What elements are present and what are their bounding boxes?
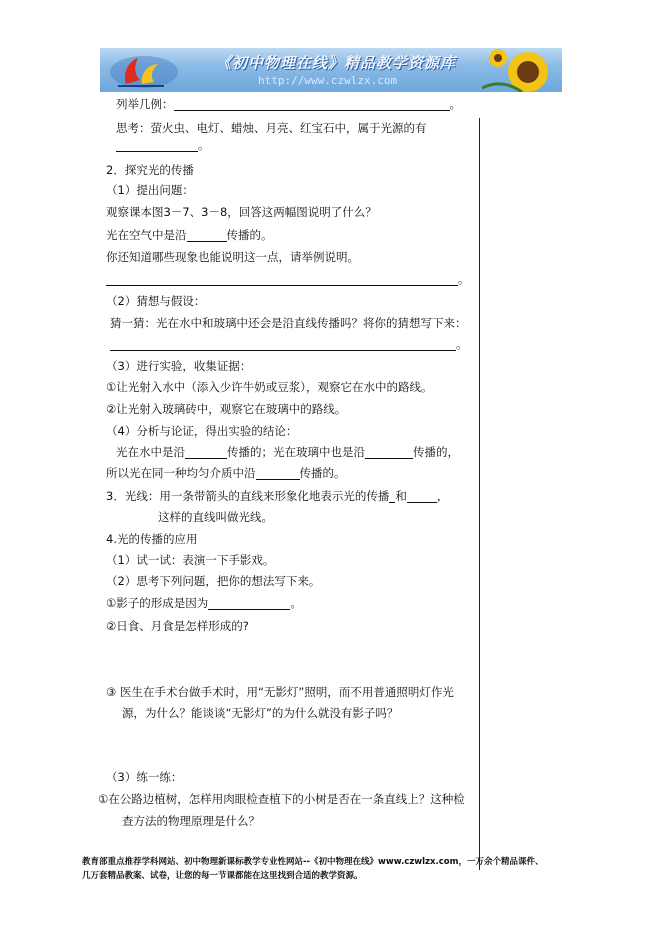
header-banner <box>100 48 562 92</box>
answer-blank[interactable] <box>208 597 290 610</box>
text-line: 思考：萤火虫、电灯、蜡烛、月亮、红宝石中，属于光源的有 <box>116 121 427 135</box>
text-line: 查方法的物理原理是什么？ <box>122 814 260 828</box>
subsection-heading: （1）提出问题： <box>106 183 194 197</box>
answer-blank[interactable] <box>106 273 458 286</box>
text-line: ①影子的形成是因为 。 <box>106 596 302 610</box>
banner-title: 《初中物理在线》精品教学资源库 <box>216 54 457 72</box>
text-line: 光在空气中是沿 传播的。 <box>106 228 273 242</box>
text-line: 。 <box>106 272 470 286</box>
text-line: 列举几例： 。 <box>116 97 461 111</box>
text-line: 所以光在同一种均匀介质中沿 传播的。 <box>106 466 346 480</box>
text-line: 观察课本图3－7、3－8，回答这两幅图说明了什么？ <box>106 205 377 219</box>
text-line: 你还知道哪些现象也能说明这一点，请举例说明。 <box>106 250 359 264</box>
text-line: ③ 医生在手术台做手术时，用“无影灯”照明，而不用普通照明灯作光 <box>106 685 454 699</box>
sunflower-icon <box>482 48 560 92</box>
text-line: ①让光射入水中（添入少许牛奶或豆浆），观察它在水中的路线。 <box>106 380 433 394</box>
text-line: 。 <box>110 337 468 351</box>
answer-blank[interactable] <box>187 229 227 242</box>
answer-blank[interactable] <box>185 446 227 459</box>
text-line: 这样的直线叫做光线。 <box>158 510 273 524</box>
text-line: 源，为什么？能谈谈“无影灯”的为什么就没有影子吗？ <box>122 706 399 720</box>
text-line: ②让光射入玻璃砖中，观察它在玻璃中的路线。 <box>106 402 347 416</box>
banner-url[interactable]: http://www.czwlzx.com <box>258 74 398 87</box>
text-line: 光在水中是沿 传播的；光在玻璃中也是沿 传播的， <box>116 445 459 459</box>
footer-line: 几万套精品教案、试卷，让您的每一节课都能在这里找到合适的教学资源。 <box>82 871 363 881</box>
section-heading: 3．光线：用一条带箭头的直线来形象化地表示光的传播 和 ， <box>106 489 449 503</box>
text-line: ①在公路边植树，怎样用肉眼检查植下的小树是否在一条直线上？这种检 <box>98 792 465 806</box>
text-line: 猜一猜：光在水中和玻璃中还会是沿直线传播吗？将你的猜想写下来： <box>110 316 467 330</box>
answer-blank[interactable] <box>365 446 413 459</box>
text-line: （1）试一试：表演一下手影戏。 <box>106 553 275 567</box>
footer-line: 教育部重点推荐学科网站、初中物理新课标教学专业性网站--《初中物理在线》www.czwlzx.com，一万余个精品课件、 <box>82 857 544 867</box>
subsection-heading: （3）进行实验，收集证据： <box>106 359 252 373</box>
section-heading: 2．探究光的传播 <box>106 163 194 177</box>
page-margin-rule <box>479 118 480 870</box>
answer-blank[interactable] <box>110 338 456 351</box>
subsection-heading: （4）分析与论证，得出实验的结论： <box>106 424 298 438</box>
answer-blank[interactable] <box>116 139 198 152</box>
text-line: （2）思考下列问题，把你的想法写下来。 <box>106 574 321 588</box>
answer-blank[interactable] <box>174 98 450 111</box>
subsection-heading: （3）练一练： <box>106 770 183 784</box>
answer-blank[interactable] <box>256 467 300 480</box>
text-line: ②日食、月食是怎样形成的? <box>106 619 249 633</box>
subsection-heading: （2）猜想与假设： <box>106 294 206 308</box>
text-line: 。 <box>116 138 210 152</box>
section-heading: 4.光的传播的应用 <box>106 532 198 546</box>
site-logo-icon <box>104 50 180 90</box>
answer-blank[interactable] <box>407 490 437 503</box>
